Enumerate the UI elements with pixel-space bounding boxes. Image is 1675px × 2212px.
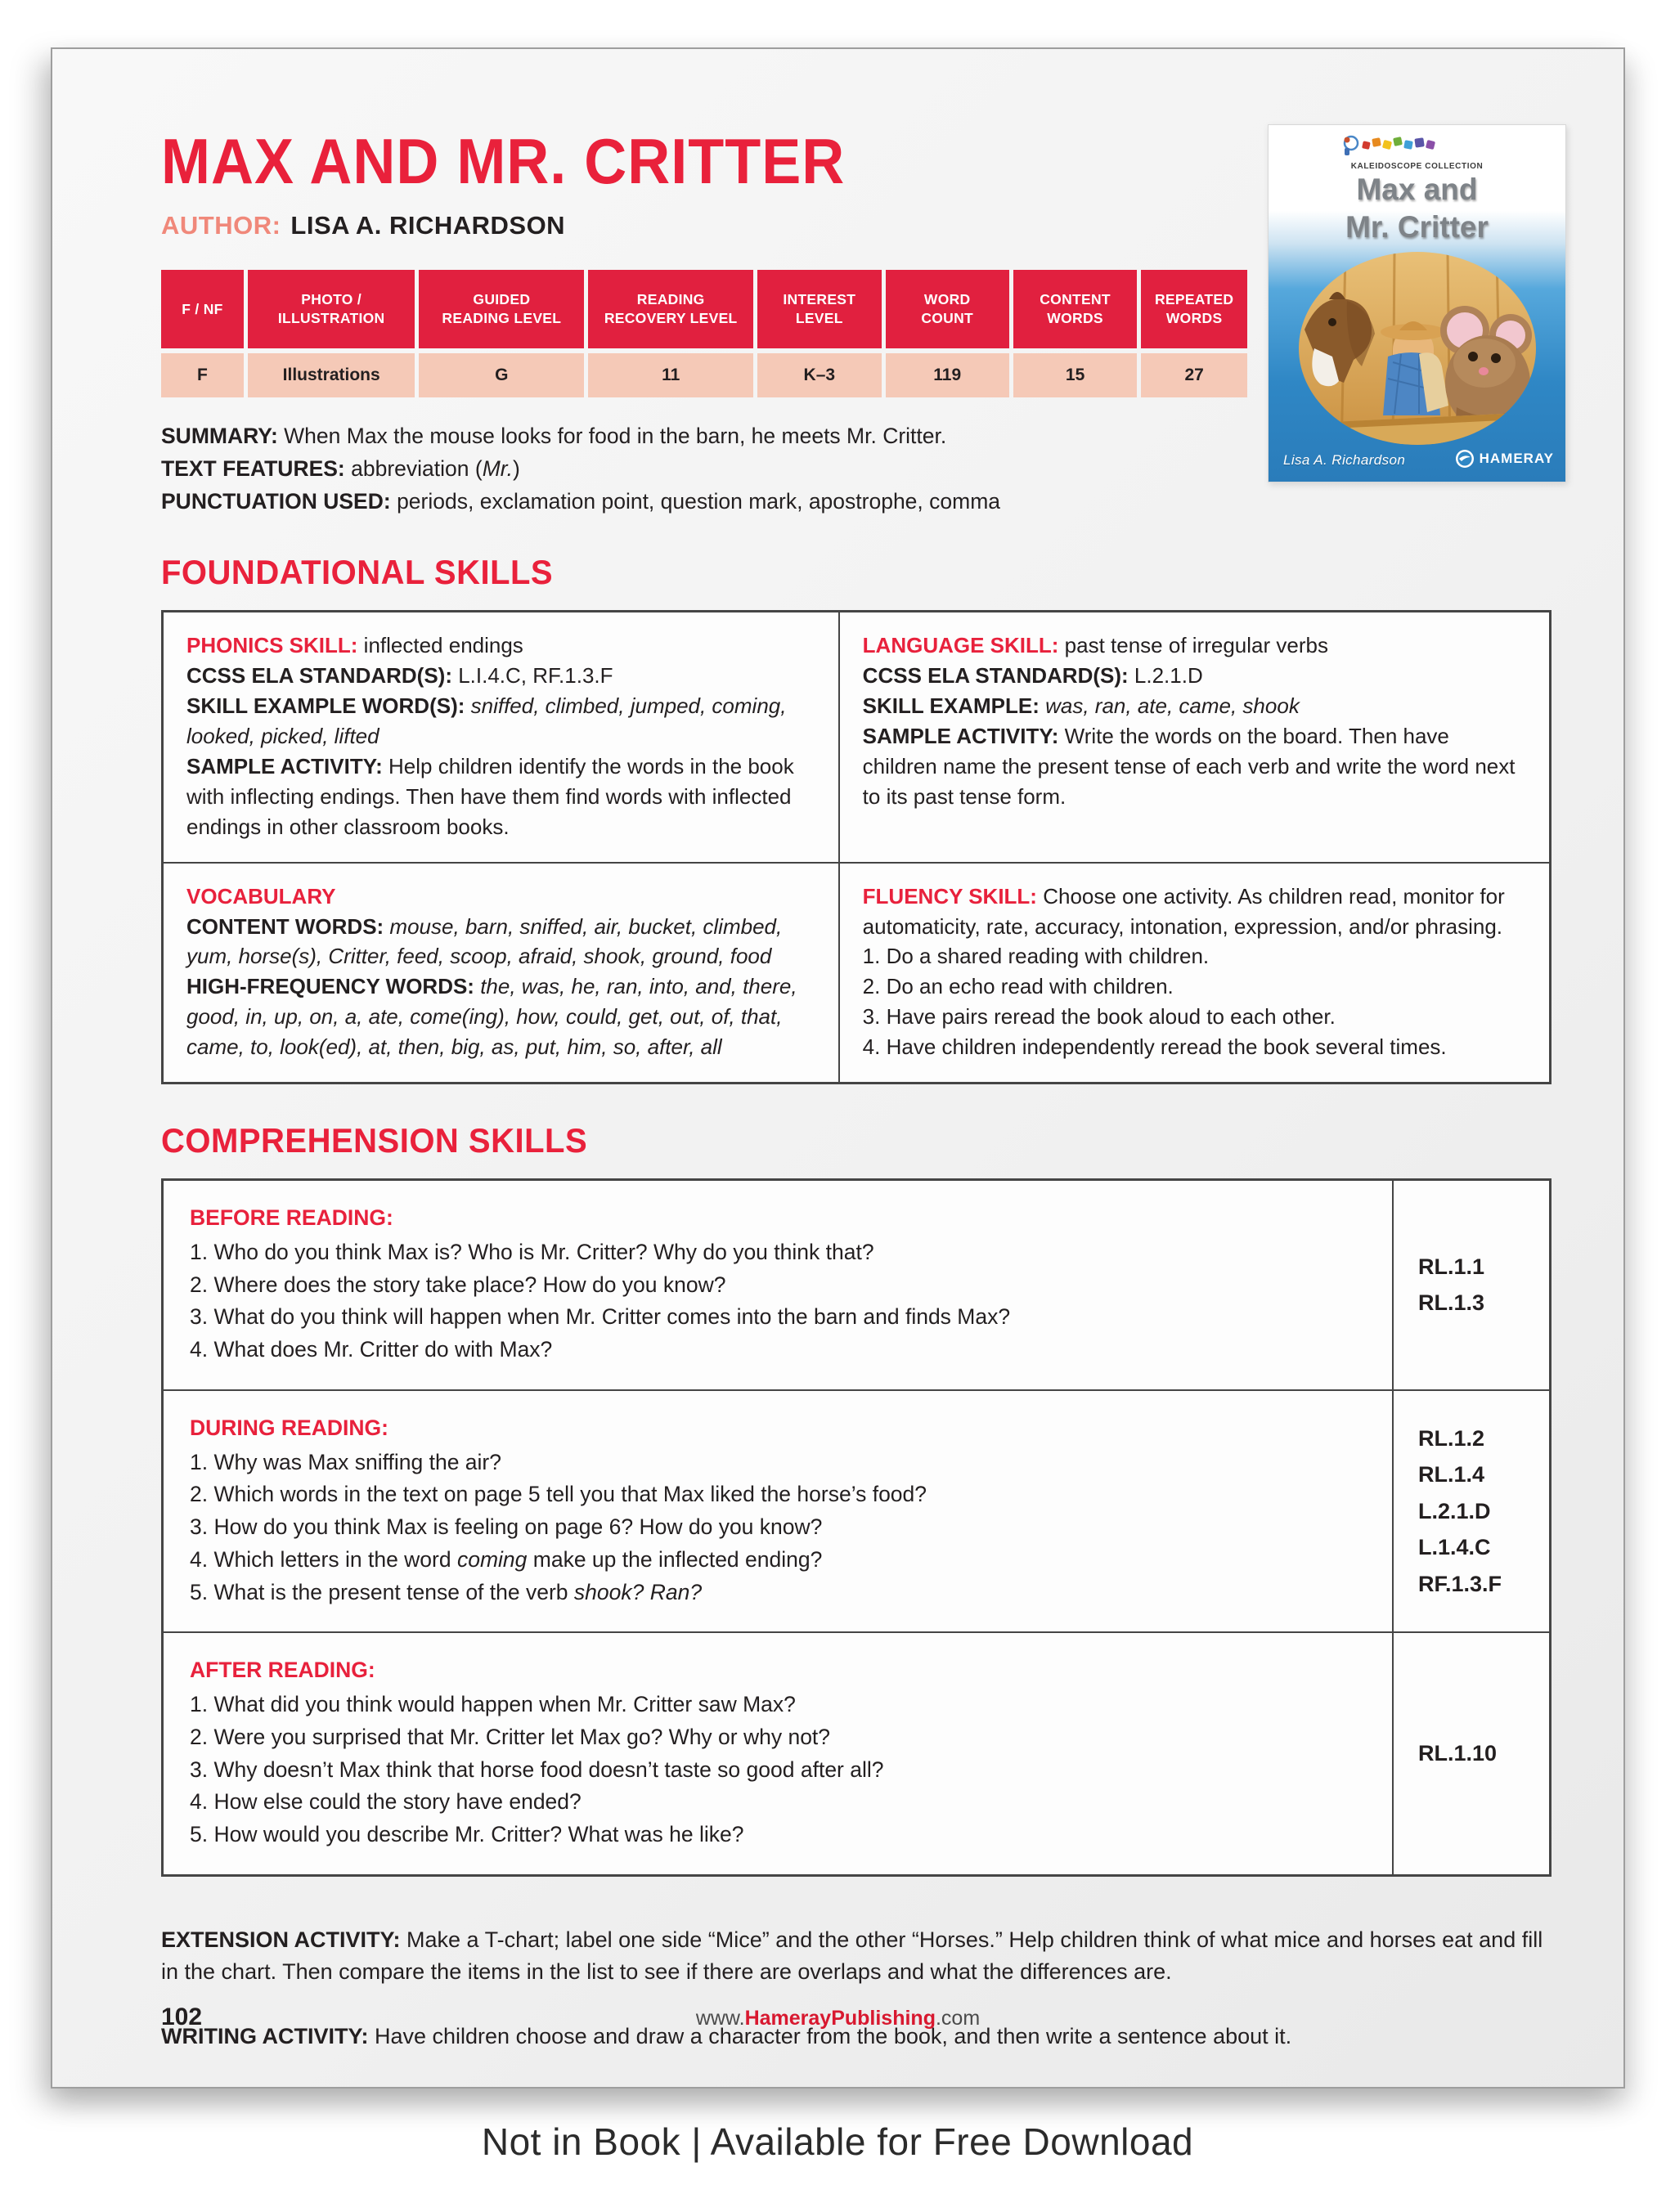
- foundational-skills-table: [161, 610, 1552, 1084]
- comprehension-skills-table: [161, 1178, 1552, 1877]
- cover-author: Lisa A. Richardson: [1283, 452, 1406, 468]
- before-reading-questions: BEFORE READING: 1. Who do you think Max is? Who is Mr. Critter? Why do you think that? 2. Where does the story take place? How do you know? 3. What do you think will happen when Mr. Critter comes into the barn and finds Max? 4. What does Mr. Critter do with Max?: [164, 1181, 1394, 1389]
- cover-collection-label: KALEIDOSCOPE COLLECTION: [1350, 162, 1484, 171]
- barn-scene-illustration: [1296, 252, 1538, 456]
- cover-title-line1: Max and: [1356, 173, 1478, 206]
- before-reading-standards: RL.1.1 RL.1.3: [1418, 1254, 1485, 1316]
- stats-header-content: CONTENT WORDS: [1013, 270, 1137, 348]
- stats-header-row: [161, 270, 1247, 348]
- book-cover: [1268, 124, 1566, 482]
- summary-block: SUMMARY: When Max the mouse looks for food in the barn, he meets Mr. Critter. TEXT FEATURES: abbreviation (Mr.) PUNCTUATION USED: periods, exclamation point, question mark, apostrophe, comma: [161, 424, 1001, 514]
- cover-illustration: [1296, 252, 1538, 460]
- page-number: 102: [161, 2003, 203, 2030]
- publisher-logo: [1455, 449, 1554, 469]
- stats-header-fnf: F / NF: [161, 270, 244, 348]
- fluency-skill-cell: FLUENCY SKILL: Choose one activity. As children read, monitor for automaticity, rate, accuracy, intonation, expression, and/or phrasing. 1. Do a shared reading with children. 2. Do an echo read with children. 3. Have pairs reread the book aloud to each other. 4. Have children independently reread the book several times.: [862, 883, 1505, 1060]
- cover-title-line2: Mr. Critter: [1345, 210, 1489, 245]
- after-reading-row: [164, 1633, 1549, 1874]
- writing-activity: WRITING ACTIVITY: Have children choose and draw a character from the book, and then write a sentence about it.: [161, 2024, 1292, 2049]
- url-brand: HamerayPublishing: [744, 2007, 936, 2030]
- url-suffix: .com: [935, 2007, 981, 2030]
- availability-caption: Not in Book | Available for Free Download: [481, 2120, 1194, 2163]
- stats-value-guided: G: [419, 353, 584, 397]
- stats-value-row: [161, 353, 1247, 397]
- stats-value-recovery: 11: [588, 353, 753, 397]
- book-stats-table: [161, 270, 1247, 397]
- stats-value-wordcount: 119: [886, 353, 1009, 397]
- after-reading-standards: RL.1.10: [1418, 1741, 1498, 1766]
- stats-header-guided: GUIDED READING LEVEL: [419, 270, 584, 348]
- stats-header-photo: PHOTO / ILLUSTRATION: [248, 270, 415, 348]
- stats-value-photo: Illustrations: [248, 353, 415, 397]
- vocabulary-cell: VOCABULARY CONTENT WORDS: mouse, barn, sniffed, air, bucket, climbed, yum, horse(s), Critter, feed, scoop, afraid, shook, ground, food HIGH-FREQUENCY WORDS: the, was, he, ran, into, and, there, good, in, up, on, a, ate, come(ing), how, could, get, out, of, that, came, to, look(ed), at, then, big, as, put, him, so, after, all: [164, 864, 840, 1082]
- stats-value-interest: K–3: [757, 353, 881, 397]
- publisher-url: [52, 2007, 1623, 2030]
- page-title: MAX AND MR. CRITTER: [161, 127, 846, 198]
- during-reading-standards: RL.1.2 RL.1.4 L.2.1.D L.1.4.C RF.1.3.F: [1418, 1425, 1502, 1596]
- kaleidoscope-collection-logo: [1269, 135, 1565, 171]
- hameray-circle-icon: [1455, 449, 1475, 469]
- cover-title: [1269, 171, 1565, 247]
- stats-value-content: 15: [1013, 353, 1137, 397]
- document-page: [51, 47, 1625, 2089]
- before-reading-row: [164, 1181, 1549, 1391]
- phonics-skill-cell: PHONICS SKILL: inflected endings CCSS ELA STANDARD(S): L.I.4.C, RF.1.3.F SKILL EXAMPLE WORD(S): sniffed, climbed, jumped, coming, looked, picked, lifted SAMPLE ACTIVITY: Help children identify the words in the book with inflecting endings. Then have them find words with inflected endings in other classroom books.: [164, 612, 840, 863]
- stats-header-recovery: READING RECOVERY LEVEL: [588, 270, 753, 348]
- author-name: LISA A. RICHARDSON: [290, 211, 566, 240]
- stats-header-repeated: REPEATED WORDS: [1141, 270, 1247, 348]
- language-skill-cell: LANGUAGE SKILL: past tense of irregular verbs CCSS ELA STANDARD(S): L.2.1.D SKILL EXAMPLE: was, ran, ate, came, shook SAMPLE ACTIVITY: Write the words on the board. Then have children name the present tense of each verb and write the word next to its past tense form.: [840, 612, 1549, 863]
- publisher-name: HAMERAY: [1479, 451, 1554, 466]
- page-footer: [52, 2003, 1623, 2036]
- stats-header-wordcount: WORD COUNT: [886, 270, 1009, 348]
- stats-value-fnf: F: [161, 353, 244, 397]
- during-reading-questions: DURING READING: 1. Why was Max sniffing the air? 2. Which words in the text on page 5 tell you that Max liked the horse’s food? 3. How do you think Max is feeling on page 6? How do you know? 4. Which letters in the word coming make up the inflected ending? 5. What is the present tense of the verb shook? Ran?: [164, 1391, 1394, 1632]
- author-label: AUTHOR:: [161, 211, 281, 240]
- during-reading-row: [164, 1391, 1549, 1634]
- stats-value-repeated: 27: [1141, 353, 1247, 397]
- comprehension-skills-heading: COMPREHENSION SKILLS: [161, 1122, 588, 1160]
- stats-header-interest: INTEREST LEVEL: [757, 270, 881, 348]
- kaleidoscope-gems-icon: [1340, 135, 1495, 156]
- extension-activity: EXTENSION ACTIVITY: Make a T-chart; label one side “Mice” and the other “Horses.” Help children think of what mice and horses eat and fill in the chart. Then compare the items in the list to see if there are overlaps and what the differences are.: [161, 1927, 1543, 1984]
- after-reading-questions: AFTER READING: 1. What did you think would happen when Mr. Critter saw Max? 2. Were you surprised that Mr. Critter let Max go? Why or why not? 3. Why doesn’t Max think that horse food doesn’t taste so good after all? 4. How else could the story have ended? 5. How would you describe Mr. Critter? What was he like?: [164, 1633, 1394, 1874]
- foundational-skills-heading: FOUNDATIONAL SKILLS: [161, 554, 554, 592]
- url-prefix: www.: [695, 2007, 745, 2030]
